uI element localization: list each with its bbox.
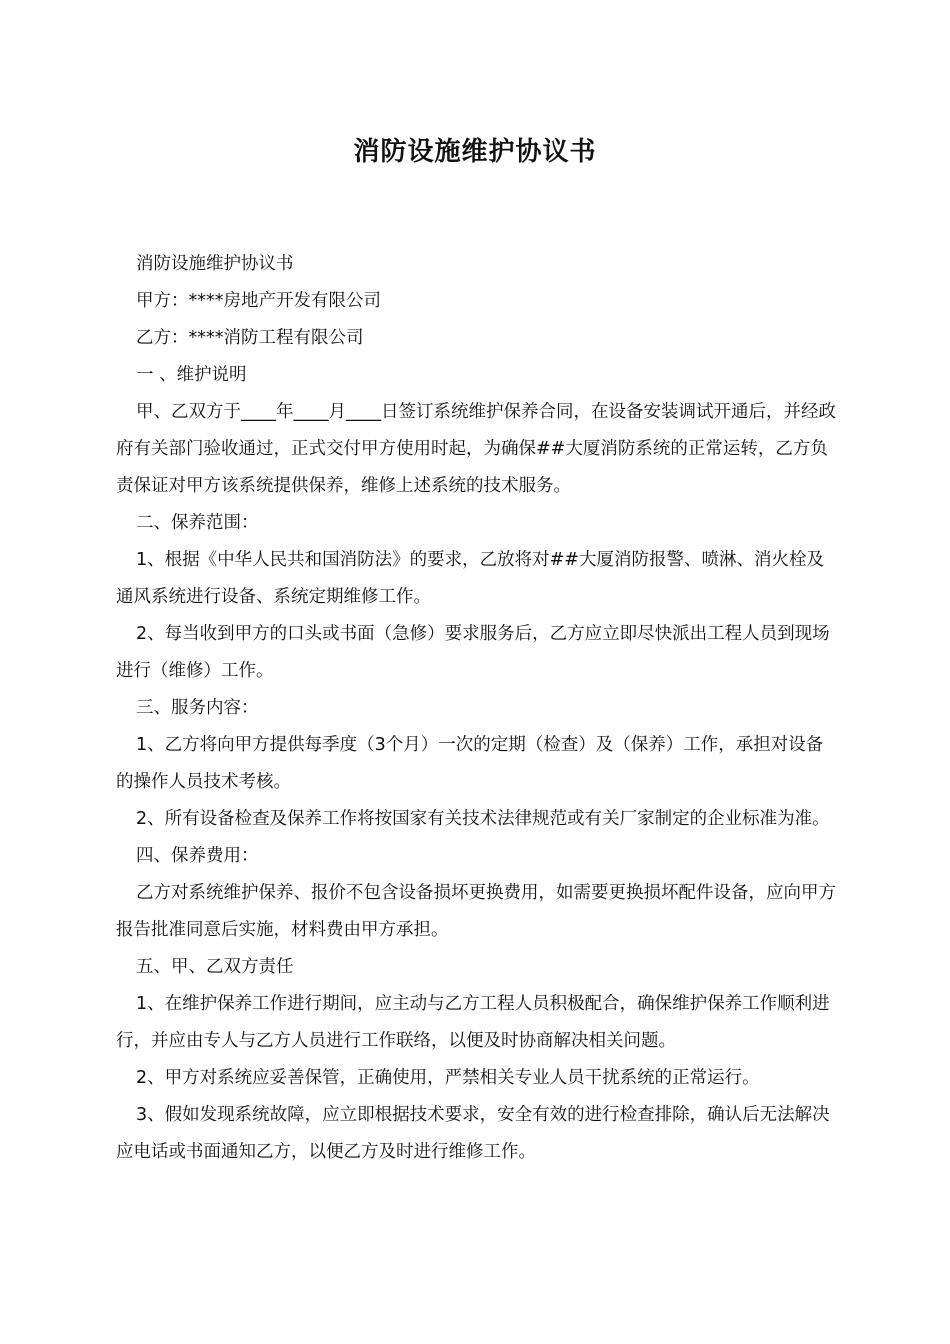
paragraph: 1、根据《中华人民共和国消防法》的要求，乙放将对##大厦消防报警、喷淋、消火栓及通风系统进行设备、系统定期维修工作。 bbox=[116, 550, 824, 607]
paragraph: 1、乙方将向甲方提供每季度（3个月）一次的定期（检查）及（保养）工作，承担对设备的操作人员技术考核。 bbox=[116, 735, 824, 792]
party-b: 乙方：****消防工程有限公司 bbox=[136, 328, 364, 348]
document-title: 消防设施维护协议书 bbox=[353, 137, 597, 167]
section-heading-4: 四、保养费用： bbox=[136, 846, 259, 866]
paragraph-heading-repeat: 消防设施维护协议书 bbox=[136, 254, 294, 274]
document-body bbox=[116, 246, 838, 1171]
paragraph: 甲、乙双方于____年____月____日签订系统维护保养合同，在设备安装调试开通后，并经政府有关部门验收通过，正式交付甲方使用时起，为确保##大厦消防系统的正常运转，乙方负责保证对甲方该系统提供保养，维修上述系统的技术服务。 bbox=[116, 402, 836, 496]
section-heading-5: 五、甲、乙双方责任 bbox=[136, 957, 294, 977]
section-heading-3: 三、服务内容： bbox=[136, 698, 259, 718]
section-heading-2: 二、保养范围： bbox=[136, 513, 259, 533]
party-a: 甲方：****房地产开发有限公司 bbox=[136, 291, 381, 311]
paragraph: 2、每当收到甲方的口头或书面（急修）要求服务后，乙方应立即尽快派出工程人员到现场进行（维修）工作。 bbox=[116, 624, 830, 681]
section-heading-1: 一 、维护说明 bbox=[136, 365, 247, 385]
paragraph: 乙方对系统维护保养、报价不包含设备损坏更换费用，如需要更换损坏配件设备，应向甲方报告批准同意后实施，材料费由甲方承担。 bbox=[116, 883, 836, 940]
paragraph: 2、甲方对系统应妥善保管，正确使用，严禁相关专业人员干扰系统的正常运行。 bbox=[136, 1068, 760, 1088]
paragraph: 2、所有设备检查及保养工作将按国家有关技术法律规范或有关厂家制定的企业标准为准。 bbox=[136, 809, 830, 829]
paragraph: 3、假如发现系统故障，应立即根据技术要求，安全有效的进行检查排除，确认后无法解决应电话或书面通知乙方，以便乙方及时进行维修工作。 bbox=[116, 1105, 830, 1162]
paragraph: 1、在维护保养工作进行期间，应主动与乙方工程人员积极配合，确保维护保养工作顺利进行，并应由专人与乙方人员进行工作联络，以便及时协商解决相关问题。 bbox=[116, 994, 830, 1051]
